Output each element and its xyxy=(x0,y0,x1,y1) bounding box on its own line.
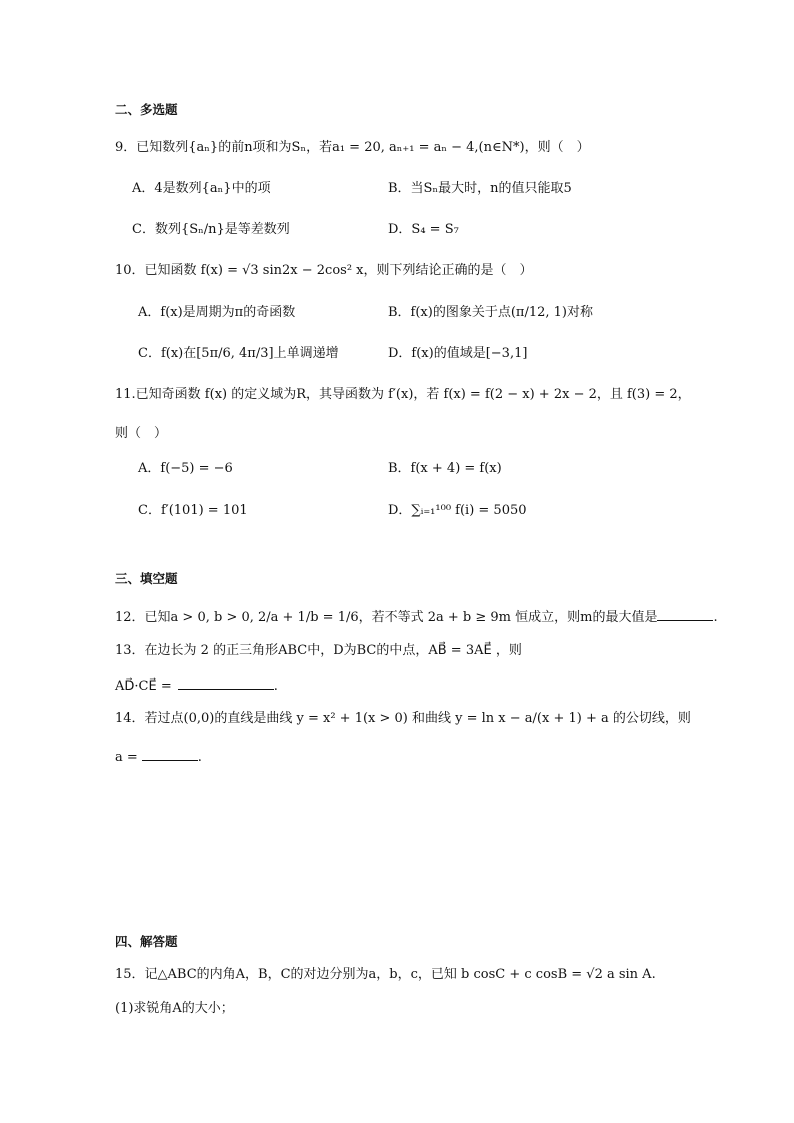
question-14-expression: a = xyxy=(115,750,138,765)
question-11-option-d: D．∑ᵢ₌₁¹⁰⁰ f(i) = 5050 xyxy=(388,503,527,518)
answer-blank xyxy=(178,677,274,690)
question-14-end: . xyxy=(197,750,202,765)
question-12-end: . xyxy=(713,610,718,625)
question-9-option-a: A．4是数列{aₙ}中的项 xyxy=(132,181,271,196)
question-13-line-1: 13．在边长为 2 的正三角形ABC中，D为BC的中点，AB⃗ = 3AE⃗ ，则 xyxy=(115,643,522,658)
question-10-option-b: B．f(x)的图象关于点(π/12, 1)对称 xyxy=(388,305,593,320)
question-15-part-1: (1)求锐角A的大小； xyxy=(115,1001,234,1016)
question-10-option-a: A．f(x)是周期为π的奇函数 xyxy=(138,305,296,320)
question-11-option-c: C．f′(101) = 101 xyxy=(138,503,248,518)
question-10-stem: 10．已知函数 f(x) = √3 sin2x − 2cos² x，则下列结论正确的是（ ） xyxy=(115,263,533,278)
question-10-option-d: D．f(x)的值域是[−3,1] xyxy=(388,346,528,361)
answer-blank xyxy=(142,748,198,761)
section-heading-multiple-choice: 二、多选题 xyxy=(115,102,178,117)
question-14-line-2 xyxy=(115,748,202,766)
question-9-option-d: D．S₄ = S₇ xyxy=(388,222,459,237)
question-9-option-b: B．当Sₙ最大时，n的值只能取5 xyxy=(388,181,572,196)
question-13-line-2 xyxy=(115,677,278,695)
question-12 xyxy=(115,608,718,626)
question-9-stem: 9．已知数列{aₙ}的前n项和为Sₙ，若a₁ = 20, aₙ₊₁ = aₙ − 4,(n∈N*)，则（ ） xyxy=(115,140,590,155)
section-heading-solutions: 四、解答题 xyxy=(115,934,178,949)
question-11-option-b: B．f(x + 4) = f(x) xyxy=(388,461,502,476)
question-13-expression: AD⃗·CE⃗ = xyxy=(115,679,172,694)
question-12-text: 12．已知a > 0, b > 0, 2/a + 1/b = 1/6，若不等式 2a + b ≥ 9m 恒成立，则m的最大值是 xyxy=(115,610,658,625)
question-11-stem-continued: 则（ ） xyxy=(115,426,168,441)
question-13-end: . xyxy=(273,679,278,694)
question-11-option-a: A．f(−5) = −6 xyxy=(138,461,233,476)
question-14-line-1: 14．若过点(0,0)的直线是曲线 y = x² + 1(x > 0) 和曲线 y = ln x − a/(x + 1) + a 的公切线，则 xyxy=(115,711,691,726)
question-11-stem: 11.已知奇函数 f(x) 的定义域为R，其导函数为 f′(x)，若 f(x) = f(2 − x) + 2x − 2，且 f(3) = 2， xyxy=(115,387,691,402)
answer-blank xyxy=(657,608,713,621)
question-15-stem: 15．记△ABC的内角A，B，C的对边分别为a，b，c，已知 b cosC + c cosB = √2 a sin A. xyxy=(115,967,656,982)
section-heading-fill-in: 三、填空题 xyxy=(115,571,178,586)
question-9-option-c: C．数列{Sₙ/n}是等差数列 xyxy=(132,222,290,237)
question-10-option-c: C．f(x)在[5π/6, 4π/3]上单调递增 xyxy=(138,346,339,361)
